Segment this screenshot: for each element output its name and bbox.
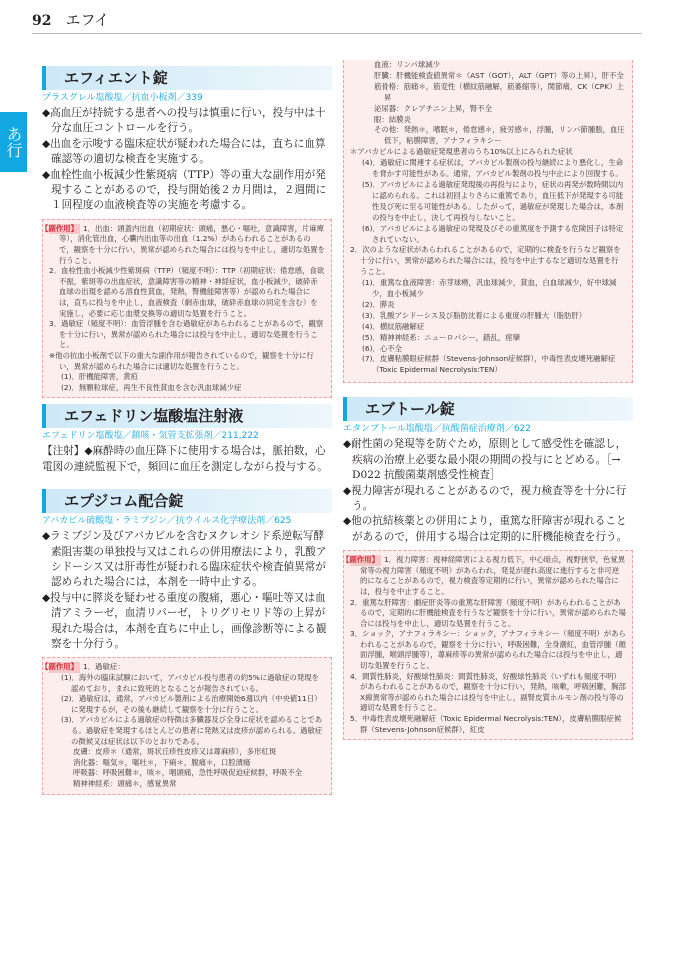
side-effect-line: 【副作用】 1．過敏症： <box>41 662 125 672</box>
side-effect-line: 呼吸器：呼吸困難＊，咳＊，咽頭痛，急性呼吸促迫症候群，呼吸不全 <box>73 768 303 778</box>
drug-subtitle: プラスグレル塩酸塩／抗血小板剤／339 <box>42 93 203 103</box>
side-effects-box-continued <box>343 60 633 383</box>
side-effects-box <box>42 219 332 399</box>
right-column <box>343 60 633 746</box>
side-effect-line: (5)．精神神経系：ニューロパシー，錯乱，痙攣 <box>362 332 520 342</box>
drug-subtitle: エタンブトール塩酸塩／抗酸菌症治療剤／622 <box>343 424 531 435</box>
side-effect-line: (2)．膵炎 <box>362 299 395 309</box>
note-paragraph: ◆投与中に膵炎を疑わせる重度の腹痛，悪心・嘔吐等又は血清アミラーゼ，血清リパーゼ，トリグリセリド等の上昇が現れた場合は，本剤を直ちに中止し，画像診断等による観察を十分行う。 <box>42 591 327 650</box>
side-effect-line: 3．ショック，アナフィラキシー：ショック，アナフィラキシー（頻度不明）があらわれることがあるので，観察を十分に行い，呼吸困難，全身潮紅，血管浮腫（顔面浮腫，喉頭浮腫等），蕁麻疹等の異常が認められた場合には投与を中止し，適切な処置を行うこと。 <box>350 629 626 671</box>
side-effect-line: 2．血栓性血小板減少性紫斑病（TTP）（頻度不明）：TTP（初期症状：倦怠感，食欲不振，紫斑等の出血症状，意識障害等の精神・神経症状，血小板減少，破砕赤血球の出現を認める溶血性貧血，発熱，腎機能障害等）が認められた場合には，直ちに投与を中止し，血液検査（網赤血球，破砕赤血球の同定を含む）を実施し，必要に応じ血漿交換等の適切な処置を行うこと。 <box>49 266 325 318</box>
header-rule <box>32 33 642 34</box>
page-header <box>32 9 109 31</box>
drug-title: エプジコム配合錠 <box>42 489 332 513</box>
side-effect-line: (6)．アバカビルによる過敏症の発現及びその重篤度を予測する危険因子は特定されていない。 <box>362 223 624 244</box>
side-effect-line: (3)．アバカビルによる過敏症の特徴は多臓器及び全身に症状を認めることである。過敏症を発現するほとんどの患者に発熱又は皮疹が認められる。過敏症の徴候又は症状は以下のとおりである。 <box>61 715 323 746</box>
side-tab[interactable]: あ行 <box>0 112 27 172</box>
page-number: 92 <box>32 13 52 29</box>
side-effects-list <box>41 662 325 789</box>
drug-subtitle: アバカビル硫酸塩・ラミブジン／抗ウイルス化学療法剤／625 <box>42 516 292 527</box>
side-effect-line: (1)．海外の臨床試験において，アバカビル投与患者の約5%に過敏症の発現を認めており，まれに致死的となることが報告されている。 <box>61 673 319 693</box>
side-effects-tag: 【副作用】 <box>41 662 78 672</box>
side-effect-line: 血液：リンパ球減少 <box>374 60 440 69</box>
side-effect-line: (3)．乳酸アシドーシス及び脂肪沈着による重度の肝腫大（脂肪肝） <box>362 310 587 320</box>
side-effects-tag: 【副作用】 <box>342 555 379 565</box>
side-effect-line: (4)．過敏症に関連する症状は，アバカビル製剤の投与継続により悪化し，生命を脅かす可能性がある。通常，アバカビル製剤の投与中止により回復する。 <box>362 158 624 179</box>
side-effect-line: 皮膚：皮疹＊（通常，斑状丘疹性皮疹又は蕁麻疹），多形紅斑 <box>73 747 277 757</box>
side-effect-line: 眼：結膜炎 <box>374 114 411 124</box>
note-paragraph: ◆ラミブジン及びアバカビルを含むヌクレオシド系逆転写酵素阻害薬の単独投与又はこれらの併用療法により，乳酸アシドーシス又は肝毒性が疑われる臨床症状や検査値異常が認められた場合には，本剤を一時中止する。 <box>42 530 327 589</box>
drug-notes <box>42 106 332 214</box>
side-effect-line: 2．重篤な肝障害：劇症肝炎等の重篤な肝障害（頻度不明）があらわれることがあるので，定期的に肝機能検査を行うなど観察を十分に行い，異常が認められた場合には投与を中止し，適切な処置を行うこと。 <box>350 597 626 628</box>
side-effect-line: 4．間質性肺炎，好酸球性肺炎：間質性肺炎，好酸球性肺炎（いずれも頻度不明）があらわれることがあるので，観察を十分に行い，発熱，咳嗽，呼吸困難，胸部X線異常等が認められた場合には投与を中止し，副腎皮質ホルモン剤の投与等の適切な処置を行うこと。 <box>350 671 626 713</box>
note-paragraph: ◆血栓性血小板減少性紫斑病（TTP）等の重大な副作用が発現することがあるので，投与開始後２カ月間は，２週間に１回程度の血液検査等の実施を考慮する。 <box>42 168 327 212</box>
side-effect-line: 2．次のような症状があらわれることがあるので，定期的に検査を行うなど観察を十分に行い，異常が認められた場合には，投与を中止するなど適切な処置を行うこと。 <box>350 245 621 277</box>
side-effect-line: (6)．心不全 <box>362 343 403 353</box>
side-effect-line: 【副作用】 1．視力障害：視神経障害による視力低下，中心暗点，視野狭窄，色覚異常等の視力障害（頻度不明）があらわれ，発見が遅れ高度に進行すると非可逆的になることがあるので，視力検査等定期的に行い，異常が認められた場合には，投与を中止すること。 <box>342 555 626 596</box>
side-effect-line: 筋骨格：筋痛＊，筋変性（横紋筋融解，筋萎縮等），関節痛，CK（CPK）上昇 <box>374 81 624 102</box>
side-effects-box <box>343 550 633 740</box>
side-effect-line: (7)．皮膚粘膜眼症候群（Stevens-Johnson症候群），中毒性表皮壊死融解症（Toxic Epidermal Necrolysis:TEN） <box>362 354 616 375</box>
side-effect-line: (1)．肝機能障害，黄疸 <box>61 372 138 382</box>
side-effect-line: (1)．重篤な血液障害：赤芽球癆，汎血球減少，貧血，白血球減少，好中球減少，血小板減少 <box>362 278 617 299</box>
left-column <box>42 62 332 801</box>
side-effect-line: (2)．無顆粒球症，再生不良性貧血を含む汎血球減少症 <box>61 382 242 392</box>
side-effect-line: (5)．アバカビルによる過敏症発現後の再投与により，症状の再発が数時間以内に認められる。これは初回よりさらに重篤であり，血圧低下が発現する可能性及び死に至る可能性がある。したがって，過敏症が発現した場合は，本剤の投与を中止し，決して再投与しないこと。 <box>362 179 624 222</box>
side-effect-line: ※他の抗血小板剤で以下の重大な副作用が報告されているので，観察を十分に行い，異常が認められた場合には適切な処置を行うこと。 <box>49 350 314 371</box>
side-effects-list <box>350 60 626 376</box>
note-paragraph: ◆視力障害が現れることがあるので，視力検査等を十分に行う。 <box>343 484 627 512</box>
note-paragraph: ◆高血圧が持続する患者への投与は慎重に行い，投与中は十分な血圧コントロールを行う。 <box>42 107 326 135</box>
drug-notes <box>343 437 633 545</box>
drug-notes <box>42 529 332 652</box>
side-effect-line: (2)．過敏症は，通常，アバカビル製剤による治療開始6週以内（中央値11日）に発現するが，その後も継続して観察を十分に行うこと。 <box>61 694 322 714</box>
side-effect-line: 肝臓：肝機能検査値異常＊（AST（GOT），ALT（GPT）等の上昇），肝不全 <box>374 70 624 80</box>
page-section: エフイ <box>65 11 110 29</box>
side-effects-list <box>342 555 626 735</box>
side-effect-line: (4)．横紋筋融解症 <box>362 321 425 331</box>
note-paragraph: ◆出血を示唆する臨床症状が疑われた場合には，直ちに血算確認等の適切な検査を実施する。 <box>42 137 326 166</box>
side-effect-line: 消化器：嘔気＊，嘔吐＊，下痢＊，腹痛＊，口腔潰瘍 <box>73 757 251 767</box>
side-effect-line: その他：発熱＊，嗜眠＊，倦怠感＊，疲労感＊，浮腫，リンパ節腫脹，血圧低下，粘膜障害，アナフィラキシー <box>374 125 625 146</box>
side-effect-line: 精神神経系：頭痛＊，感覚異常 <box>73 778 177 788</box>
drug-title: エフィエント錠 <box>42 66 332 90</box>
note-paragraph: ◆耐性菌の発現等を防ぐため，原則として感受性を確認し，疾病の治療上必要な最小限の期間の投与にとどめる。［→ D022 抗酸菌薬剤感受性検査］ <box>343 438 627 482</box>
side-effect-line: 【副作用】 1．出血：頭蓋内出血（初期症状：頭痛，悪心・嘔吐，意識障害，片麻痺等），消化管出血，心囊内出血等の出血（1.2%）があらわれることがあるので，観察を十分に行い，異常が認められた場合には投与を中止し，適切な処置を行うこと。 <box>41 223 325 265</box>
side-effect-line: ＊アバカビルによる過敏症発現患者のうち10%以上にみられた症状 <box>350 147 573 157</box>
drug-subtitle: エフェドリン塩酸塩／鎮咳・気管支拡張剤／211,222 <box>42 431 259 442</box>
side-effect-line: 3．過敏症（頻度不明）：血管浮腫を含む過敏症があらわれることがあるので，観察を十分に行い，異常が認められた場合には投与を中止し，適切な処置を行うこと。 <box>49 319 324 350</box>
side-effect-line: 5．中毒性表皮壊死融解症（Toxic Epidermal Necrolysis:TEN），皮膚粘膜眼症候群（Stevens-Johnson症候群），紅皮 <box>350 714 622 734</box>
drug-title: エフェドリン塩酸塩注射液 <box>42 404 332 428</box>
side-effects-tag: 【副作用】 <box>41 223 78 233</box>
side-effects-list <box>41 223 325 394</box>
side-effects-box <box>42 657 332 794</box>
note-paragraph: 【注射】◆麻酔時の血圧降下に使用する場合は，脈拍数，心電図の連続監視下で，頻回に血圧を測定しながら投与する。 <box>42 445 328 473</box>
side-effect-line: 泌尿器：クレアチニン上昇，腎不全 <box>374 103 492 113</box>
note-paragraph: ◆他の抗結核薬との併用により，重篤な肝障害が現れることがあるので，併用する場合は定期的に肝機能検査を行う。 <box>343 515 628 543</box>
drug-notes <box>42 444 332 475</box>
drug-title: エブトール錠 <box>343 397 633 421</box>
